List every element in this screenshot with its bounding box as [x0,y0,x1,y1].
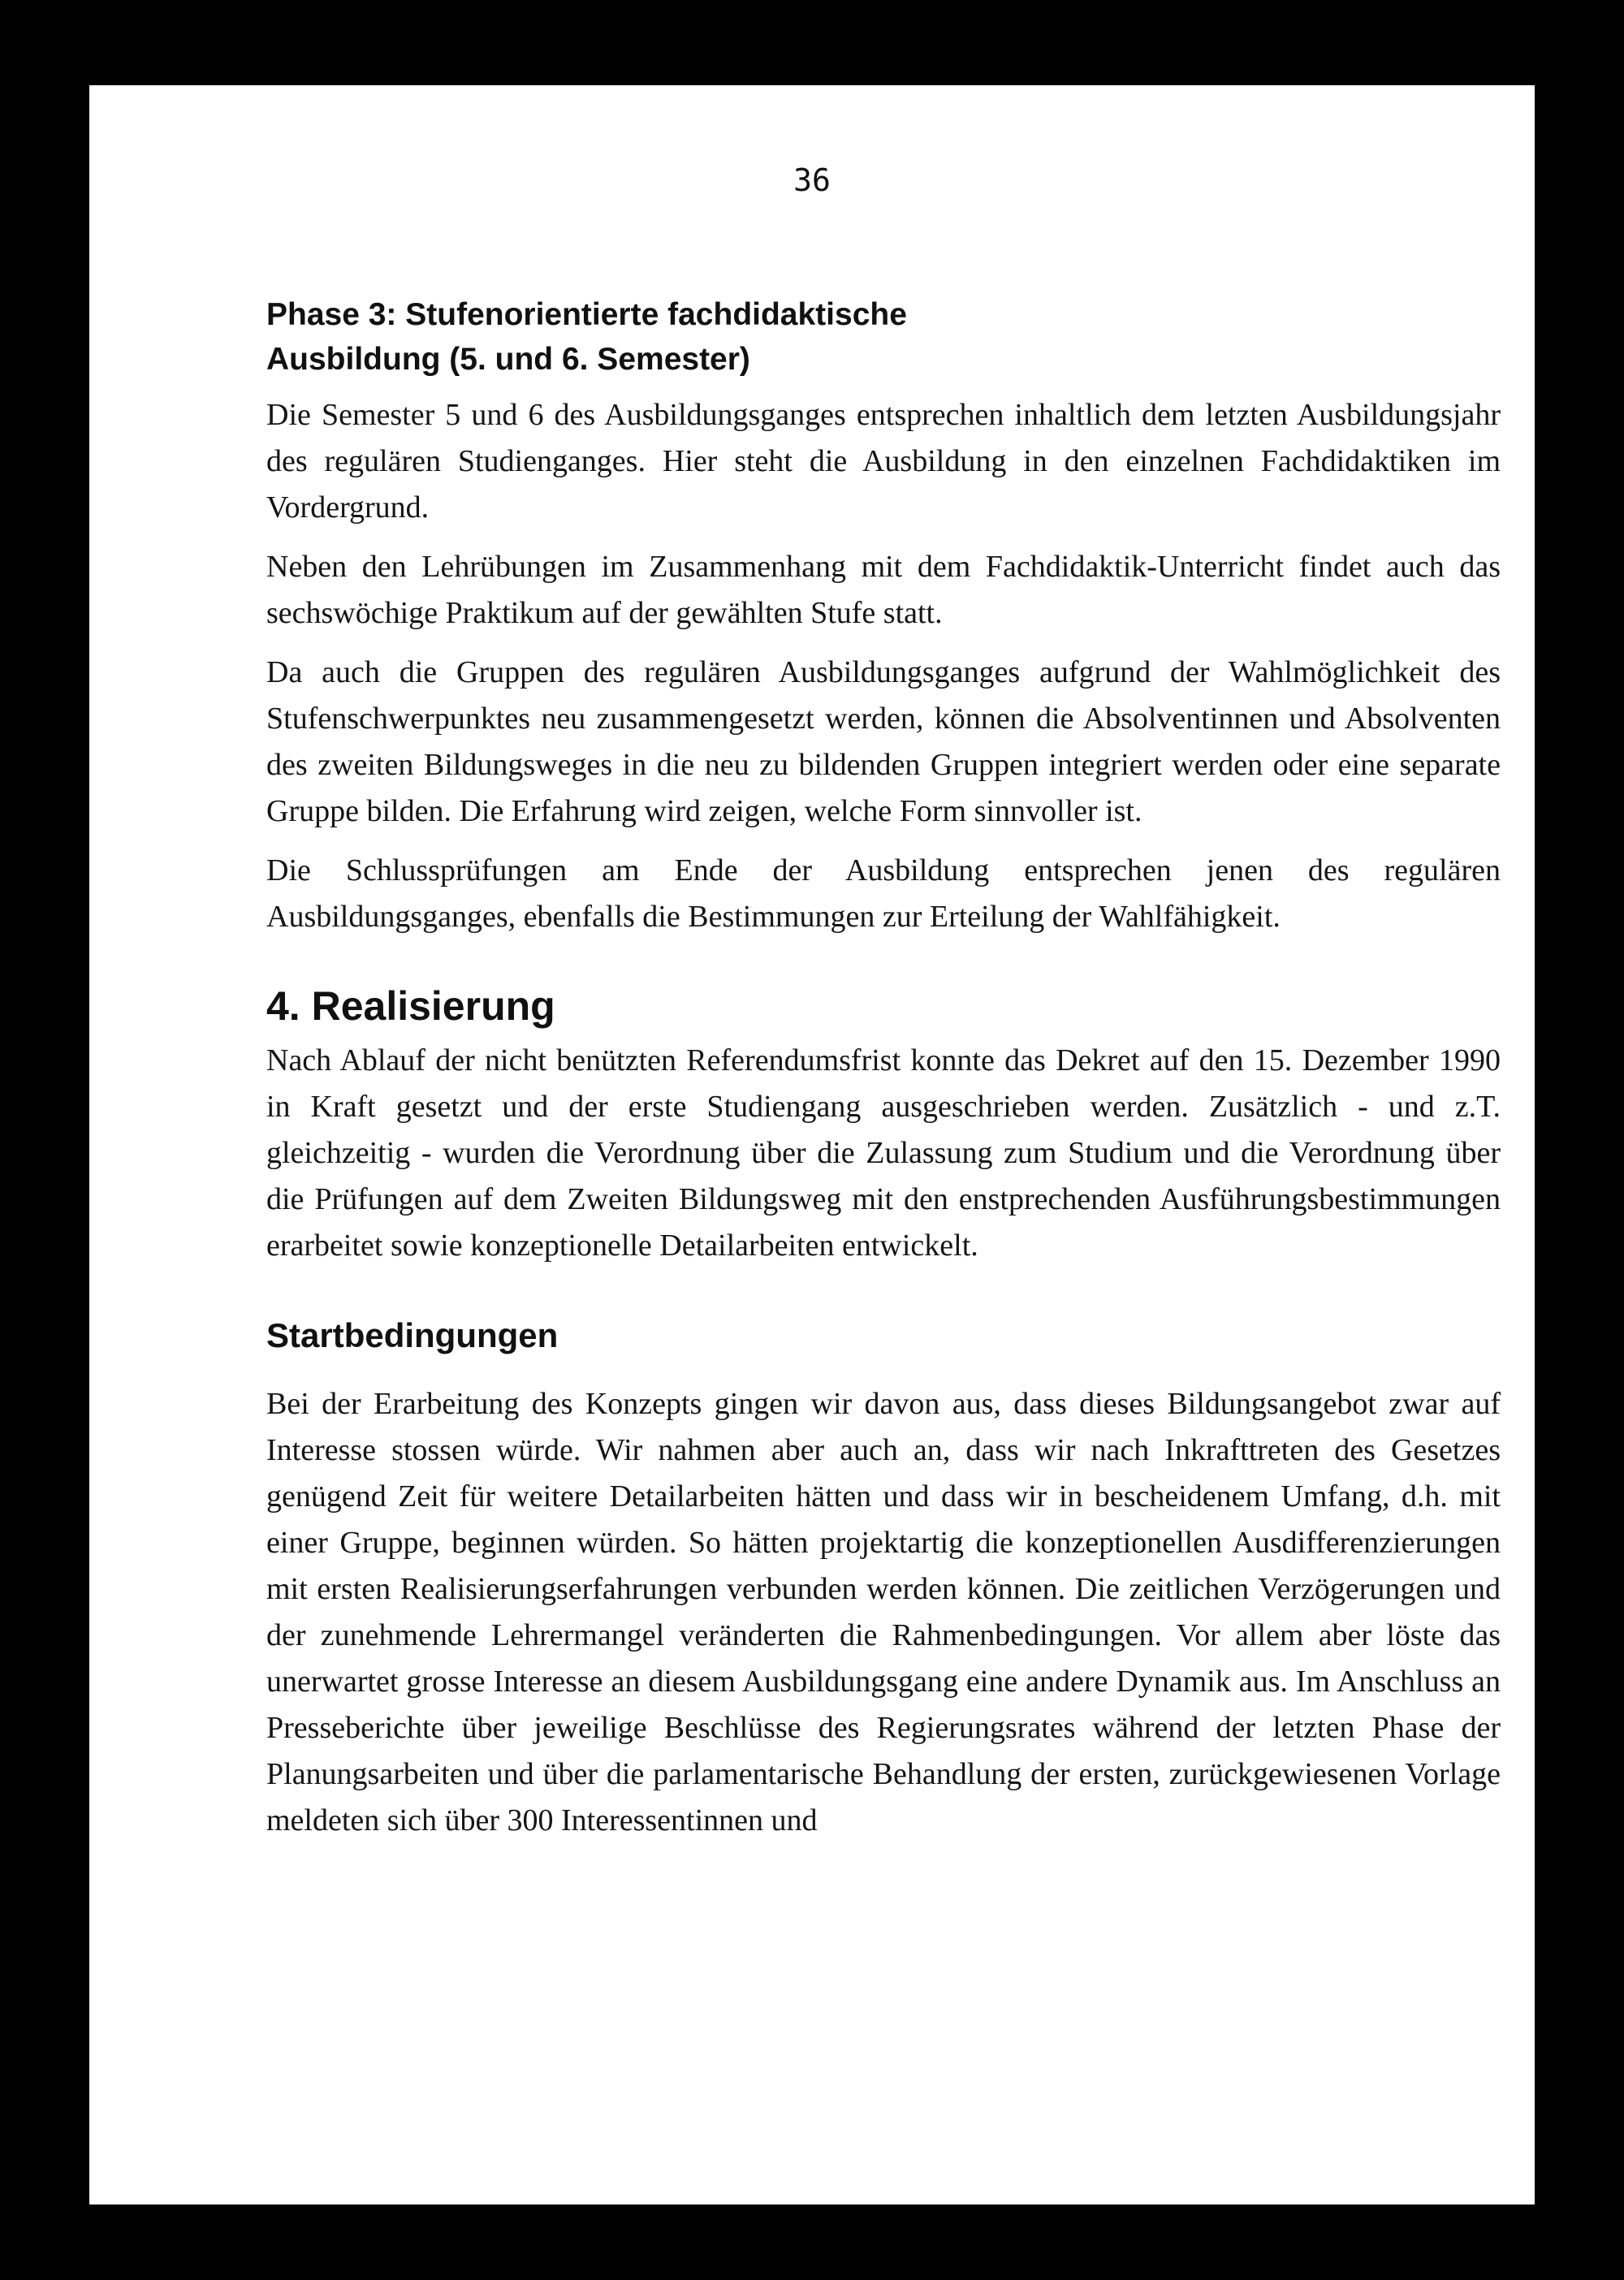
phase3-heading-line1: Phase 3: Stufenorientierte fachdidaktische [266,297,907,332]
phase3-paragraph-2: Neben den Lehrübungen im Zusammenhang mit dem Fachdidaktik-Unterricht findet auch das sechswöchige Praktikum auf der gewählten Stufe statt. [266,550,1501,630]
phase3-heading-line2: Ausbildung (5. und 6. Semester) [266,342,750,377]
phase3-paragraph-4: Die Schlussprüfungen am Ende der Ausbildung entsprechen jenen des regulären Ausbildungsganges, ebenfalls die Bestimmungen zur Erteilung der Wahlfähigkeit. [266,853,1501,934]
realisierung-heading: 4. Realisierung [266,983,555,1029]
phase3-paragraph-1: Die Semester 5 und 6 des Ausbildungsganges entsprechen inhaltlich dem letzten Ausbildungsjahr des regulären Studienganges. Hier steht die Ausbildung in den einzelnen Fachdidaktiken im Vordergrund. [266,398,1501,525]
page-content [266,292,1501,1844]
startbedingungen-paragraph: Bei der Erarbeitung des Konzepts gingen wir davon aus, dass dieses Bildungsangebot zwar auf Interesse stossen würde. Wir nahmen aber auch an, dass wir nach Inkrafttreten des Gesetzes genügend Zeit für weitere Detailarbeiten hätten und dass wir in bescheidenem Umfang, d.h. mit einer Gruppe, beginnen würden. So hätten projektartig die konzeptionellen Ausdifferenzierungen mit ersten Realisierungserfahrungen verbunden werden können. Die zeitlichen Verzögerungen und der zunehmende Lehrermangel veränderten die Rahmenbedingungen. Vor allem aber löste das unerwartet grosse Interesse an diesem Ausbildungsgang eine andere Dynamik aus. Im Anschluss an Presseberichte über jeweilige Beschlüsse des Regierungsrates während der letzten Phase der Planungsarbeiten und über die parlamentarische Behandlung der ersten, zurückgewiesenen Vorlage meldeten sich über 300 Interessentinnen und [266,1387,1501,1837]
page-number: 36 [793,162,831,198]
document-page [89,85,1535,2204]
phase3-heading [266,292,1501,382]
phase3-paragraph-3: Da auch die Gruppen des regulären Ausbildungsganges aufgrund der Wahlmöglichkeit des Stufenschwerpunktes neu zusammengesetzt werden, können die Absolventinnen und Absolventen des zweiten Bildungsweges in die neu zu bildenden Gruppen integriert werden oder eine separate Gruppe bilden. Die Erfahrung wird zeigen, welche Form sinnvoller ist. [266,655,1501,828]
realisierung-paragraph: Nach Ablauf der nicht benützten Referendumsfrist konnte das Dekret auf den 15. Dezember 1990 in Kraft gesetzt und der erste Studiengang ausgeschrieben werden. Zusätzlich - und z.T. gleichzeitig - wurden die Verordnung über die Zulassung zum Studium und die Verordnung über die Prüfungen auf dem Zweiten Bildungsweg mit den enstprechenden Ausführungsbestimmungen erarbeitet sowie konzeptionelle Detailarbeiten entwickelt. [266,1043,1501,1263]
startbedingungen-heading: Startbedingungen [266,1316,559,1354]
